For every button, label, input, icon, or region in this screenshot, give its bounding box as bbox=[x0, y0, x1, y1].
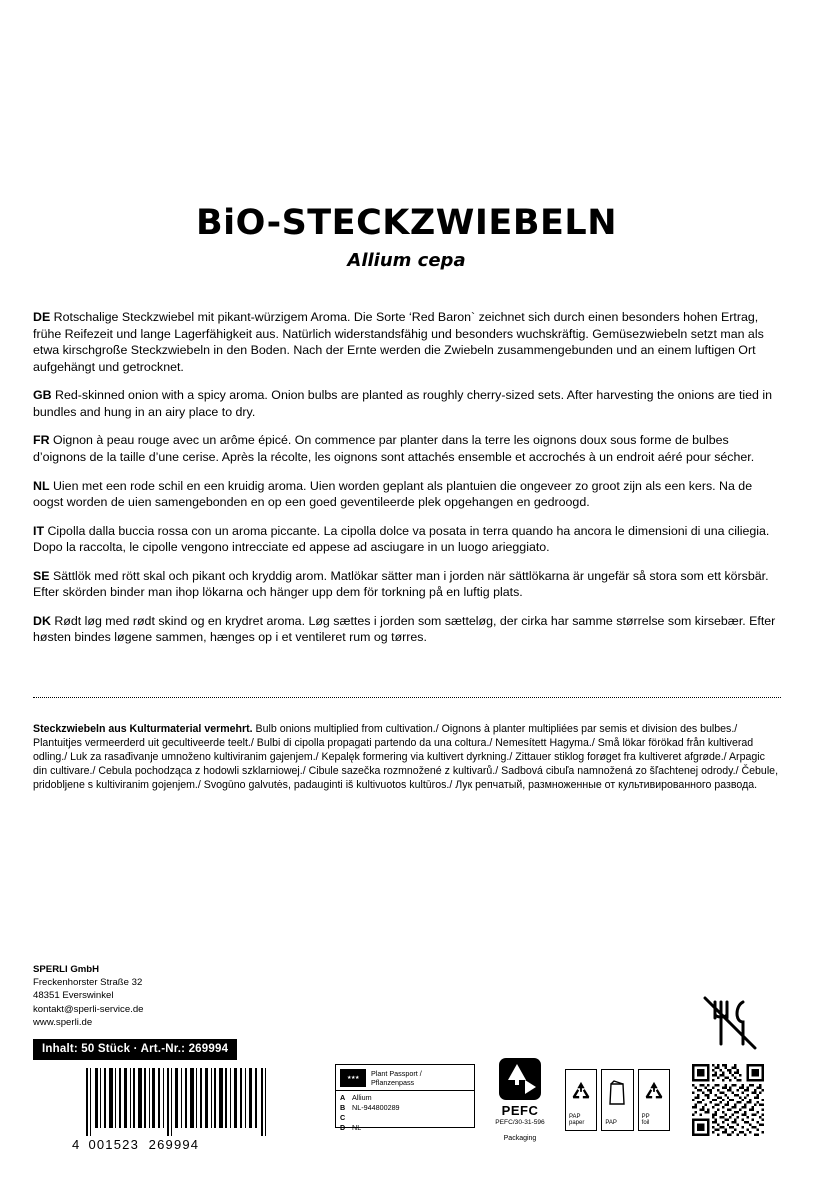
description-text-it: Cipolla dalla buccia rossa con un aroma piccante. La cipolla dolce va posata in terra quando ha ancora le dimensioni di una ciliegia. Dopo la raccolta, le cipolle vengono intrecciate ed appese ad asciugare in un luogo arieggiato. bbox=[33, 523, 770, 555]
recycling-code-foil bbox=[642, 1114, 650, 1127]
plant-passport-rows bbox=[336, 1091, 474, 1135]
divider bbox=[33, 697, 781, 698]
lang-code-de: DE bbox=[33, 310, 51, 325]
recycling-code-paper bbox=[569, 1114, 584, 1127]
barcode-group2: 269994 bbox=[148, 1137, 200, 1152]
description-block bbox=[33, 297, 781, 656]
recycling-code-line2-foil: foil bbox=[641, 1120, 650, 1127]
description-text-dk: Rødt løg med rødt skind og en krydret aroma. Løg sættes i jorden som sætteløg, der cirka har samme størrelse som kirsebær. Efter høsten bindes løgene sammen, hænges op i et ventileret rum og tørres. bbox=[33, 613, 776, 645]
company-block bbox=[33, 963, 144, 1029]
plant-passport-header bbox=[336, 1065, 474, 1091]
eu-stars: ★★★ bbox=[347, 1075, 359, 1081]
lang-code-gb: GB bbox=[33, 388, 52, 403]
barcode-image bbox=[86, 1068, 272, 1136]
plant-passport bbox=[335, 1064, 475, 1132]
description-paragraph-it bbox=[33, 523, 781, 556]
pefc-block bbox=[489, 1058, 551, 1142]
company-city: 48351 Everswinkel bbox=[33, 990, 114, 1002]
plant-passport-title-line1: Plant Passport / bbox=[371, 1069, 422, 1078]
plant-passport-value-b: NL-944800289 bbox=[352, 1102, 400, 1112]
recycling-icons bbox=[565, 1069, 670, 1131]
description-paragraph-dk bbox=[33, 613, 781, 646]
plant-passport-key-a: A bbox=[340, 1093, 346, 1102]
recycling-loop-icon-foil bbox=[643, 1080, 665, 1102]
recycling-code-bag bbox=[605, 1120, 617, 1127]
pefc-code: PEFC/30-31-596 bbox=[495, 1119, 545, 1126]
paper-bag-icon bbox=[608, 1080, 626, 1106]
lang-code-fr: FR bbox=[33, 433, 50, 448]
barcode-block bbox=[72, 1068, 277, 1152]
description-text-gb: Red-skinned onion with a spicy aroma. Onion bulbs are planted as roughly cherry-sized sets. After harvesting the onions are tied in bundles and hung in an airy place to dry. bbox=[33, 388, 773, 419]
page-title: BiO-STECKZWIEBELN bbox=[196, 203, 617, 243]
cultivation-note-rest: Bulb onions multiplied from cultivation./ Oignons à planter multipliées par semis et division des bulbes./ Plantuitjes vermeerderd uit gecultiveerde teelt./ Bulbi di cipolla propagati partendo da una coltura./ Nemesített Hagyma./ Små lökar förökad från kultiverad odling./ Luk za rasađivanje umnoženo kultiviranim gajenjem./ Kepalęk formering via kultivert dyrkning./ Zittauer stiklog forøget fra kultiveret afgrøde./ Arpagic din cultivare./ Cebula pochodząca z hodowli szklarniowej./ Cibule sazečka rozmnožené z kultivarů./ Sadbová cibuľa namnožená zo šľachtenej odrody./ Čebule, pridobljene s kultiviranim gojenjem./ Svogūno galvutės, padauginti iš kultivuotos kultūros./ Лук репчатый, размноженные от культивированного разводa. bbox=[33, 723, 779, 792]
lang-code-nl: NL bbox=[33, 478, 50, 493]
plant-passport-key-c: C bbox=[340, 1112, 346, 1122]
barcode-group1: 001523 bbox=[88, 1137, 140, 1152]
recycling-code-line1: PAP bbox=[569, 1113, 581, 1120]
plant-passport-value-a: Allium bbox=[352, 1093, 372, 1102]
cultivation-note bbox=[33, 722, 781, 792]
not-for-consumption-icon bbox=[699, 992, 761, 1054]
qr-code[interactable] bbox=[692, 1064, 764, 1136]
cultivation-note-lead: Steckzwiebeln aus Kulturmaterial vermehrt. bbox=[33, 723, 253, 735]
lang-code-se: SE bbox=[33, 568, 50, 583]
description-text-de: Rotschalige Steckzwiebel mit pikant-würzigem Aroma. Die Sorte ‘Red Baron` zeichnet sich durch einen besonders hohen Ertrag, frühe Reifezeit und lange Lagerfähigkeit aus. Natürlich widerstandsfähig und besonders wuchskräftig. Gemüsezwiebeln setzt man als etwa kirschgroße Steckzwiebeln in den Boden. Nach der Ernte werden die Zwiebeln zusammengebunden und an einem luftigen Ort aufgehängt und getrocknet. bbox=[33, 310, 764, 374]
plant-passport-value-d: NL bbox=[352, 1122, 362, 1132]
description-text-se: Sättlök med rött skal och pikant och kryddig arom. Matlökar sätter man i jorden när sättlökarna är ungefär så stora som ett körsbär. Efter skörden binder man ihop lökarna och hänger upp dem för torkning på en luftig plats. bbox=[33, 568, 769, 600]
barcode-lead-digit: 4 bbox=[72, 1137, 81, 1152]
description-paragraph-de bbox=[33, 309, 781, 375]
description-paragraph-gb bbox=[33, 387, 781, 420]
plant-passport-key-b: B bbox=[340, 1102, 346, 1112]
recycling-cell-paper bbox=[565, 1069, 597, 1131]
recycling-code-line2: paper bbox=[569, 1120, 585, 1127]
description-text-fr: Oignon à peau rouge avec un arôme épicé. On commence par planter dans la terre les oignons doux sous forme de bulbes d’oignons de la taille d’une cerise. Après la récolte, les oignons sont attachés ensemble et accrochés à un endroit aéré pour sécher. bbox=[33, 433, 755, 464]
lang-code-dk: DK bbox=[33, 613, 51, 628]
plant-passport-title bbox=[371, 1069, 422, 1088]
pefc-packaging-caption: Packaging bbox=[503, 1135, 537, 1142]
plant-passport-row bbox=[340, 1093, 470, 1103]
description-paragraph-se bbox=[33, 568, 781, 601]
plant-passport-key-d: D bbox=[340, 1122, 346, 1132]
plant-passport-row bbox=[340, 1113, 470, 1123]
company-street: Freckenhorster Straße 32 bbox=[33, 977, 143, 989]
barcode-digits bbox=[72, 1137, 277, 1152]
pefc-label: PEFC bbox=[501, 1103, 539, 1118]
pefc-icon bbox=[499, 1058, 541, 1100]
company-name: SPERLI GmbH bbox=[33, 964, 100, 975]
company-email: kontakt@sperli-service.de bbox=[33, 1003, 144, 1015]
plant-passport-row bbox=[340, 1103, 470, 1113]
title-block bbox=[0, 205, 813, 271]
recycling-cell-bag bbox=[601, 1069, 633, 1131]
plant-passport-title-line2: Pflanzenpass bbox=[371, 1077, 415, 1087]
eu-flag-icon bbox=[340, 1069, 366, 1087]
description-paragraph-fr bbox=[33, 432, 781, 465]
recycling-cell-foil bbox=[638, 1069, 670, 1131]
botanical-name: Allium cepa bbox=[347, 249, 466, 271]
content-bar: Inhalt: 50 Stück · Art.-Nr.: 269994 bbox=[33, 1039, 237, 1060]
description-paragraph-nl bbox=[33, 478, 781, 511]
recycling-loop-icon bbox=[570, 1080, 592, 1102]
description-text-nl: Uien met een rode schil en een kruidig aroma. Uien worden geplant als plantuien die ongeveer zo groot zijn als een kers. Na de oogst worden de uien samengebonden en op een goed geventileerde plek opgehangen en gedroogd. bbox=[33, 478, 753, 509]
plant-passport-row bbox=[340, 1123, 470, 1133]
recycling-code-line1-foil: PP bbox=[641, 1113, 650, 1120]
recycling-code-line1-bag: PAP bbox=[605, 1120, 617, 1127]
company-website: www.sperli.de bbox=[33, 1016, 93, 1028]
lang-code-it: IT bbox=[33, 523, 45, 538]
